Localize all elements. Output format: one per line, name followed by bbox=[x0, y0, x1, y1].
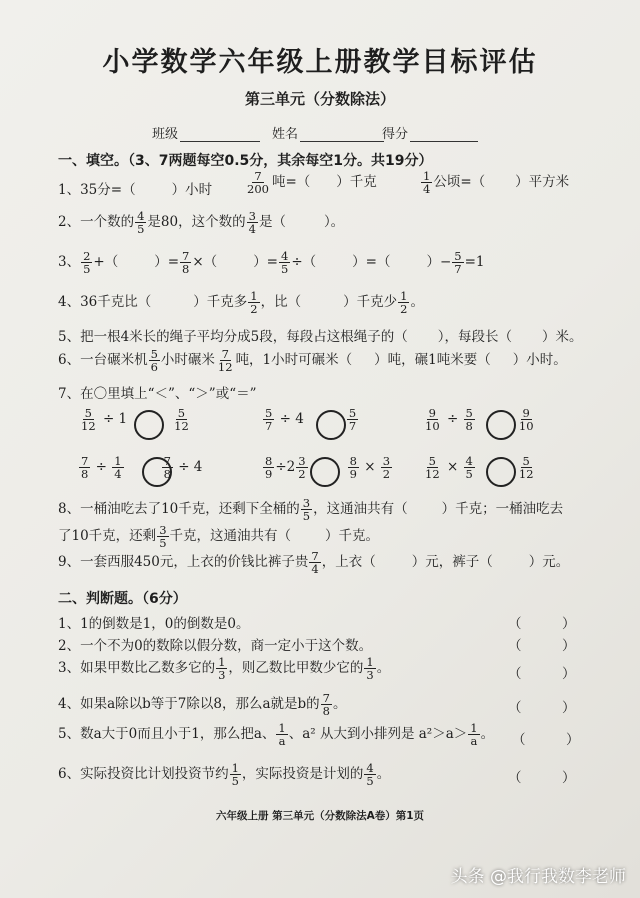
judge-bracket-1[interactable]: （ ） bbox=[508, 616, 576, 632]
fraction: $\frac{1}{5}$ bbox=[231, 761, 239, 789]
q8-line1: 8、一桶油吃去了10千克，还剩下全桶的 $\frac{3}{5}$ ，这通油共有（ ）千克；一桶油吃去 bbox=[58, 496, 564, 524]
fraction: $\frac{7}{200}$ bbox=[247, 169, 269, 197]
fraction: $\frac{1}{4}$ bbox=[423, 169, 431, 197]
q2: 2、一个数的 $\frac{4}{5}$ 是80，这个数的 $\frac{3}{4}$ 是（ ）。 bbox=[58, 209, 345, 237]
fraction: $\frac{3}{2}$ bbox=[382, 454, 391, 482]
fraction: $\frac{1}{a}$ bbox=[278, 721, 286, 749]
compare-circle[interactable] bbox=[134, 410, 164, 440]
watermark: 头条 @我行我数李老师 bbox=[450, 867, 626, 887]
q7-instruction: 7、在〇里填上“＜”、“＞”或“＝” bbox=[58, 386, 257, 402]
judge-bracket-4[interactable]: （ ） bbox=[508, 700, 576, 716]
class-blank bbox=[180, 127, 260, 142]
fraction: $\frac{7}{8}$ bbox=[81, 454, 89, 482]
q1-middle: $\frac{7}{200}$ 吨=（ ）千克 bbox=[247, 169, 377, 197]
q8-line2: 了10千克，还剩 $\frac{3}{5}$ 千克，这通油共有（ ）千克。 bbox=[58, 523, 380, 551]
judge-bracket-5[interactable]: （ ） bbox=[512, 732, 580, 748]
q7-r2c3: $\frac{5}{12}$ × $\frac{4}{5}$ $\frac{5}{12}$ bbox=[425, 454, 534, 482]
q7-r2c1: $\frac{7}{8}$ ÷ $\frac{1}{4}$ $\frac{7}{8}$ ÷ 4 bbox=[81, 454, 203, 482]
compare-circle[interactable] bbox=[486, 457, 516, 487]
q4: 4、36千克比（ ）千克多 $\frac{1}{2}$ ，比（ ）千克少 $\frac{1}{2}$ 。 bbox=[58, 289, 424, 317]
fraction: $\frac{7}{4}$ bbox=[311, 549, 319, 577]
fraction: $\frac{1}{a}$ bbox=[470, 721, 478, 749]
score-label: 得分 bbox=[382, 127, 409, 142]
fraction: $\frac{7}{12}$ bbox=[217, 347, 233, 375]
judge-q6: 6、实际投资比计划投资节约 $\frac{1}{5}$ ，实际投资是计划的 $\frac{4}{5}$ 。 bbox=[58, 761, 391, 789]
fraction: $\frac{4}{5}$ bbox=[366, 761, 374, 789]
fraction: $\frac{3}{5}$ bbox=[159, 523, 167, 551]
class-field bbox=[152, 123, 260, 142]
fraction: $\frac{5}{12}$ bbox=[518, 454, 534, 482]
q7-r1c2: $\frac{5}{7}$ ÷ 4 $\frac{5}{7}$ bbox=[265, 406, 357, 434]
section2-heading: 二、判断题。（6分） bbox=[58, 591, 187, 607]
fraction: $\frac{4}{5}$ bbox=[137, 209, 145, 237]
fraction: $\frac{8}{9}$ bbox=[349, 454, 357, 482]
fraction: $\frac{5}{7}$ bbox=[265, 406, 273, 434]
q3: 3、 $\frac{2}{5}$ +（ ）= $\frac{7}{8}$ ×（ ）= $\frac{4}{5}$ ÷（ ）=（ ）− $\frac{5}{7}$ =1 bbox=[58, 249, 485, 277]
judge-q2: 2、一个不为0的数除以假分数，商一定小于这个数。 bbox=[58, 638, 373, 654]
fraction: $\frac{5}{8}$ bbox=[465, 406, 473, 434]
judge-q4: 4、如果a除以b等于7除以8，那么a就是b的 $\frac{7}{8}$ 。 bbox=[58, 691, 347, 719]
fraction: $\frac{5}{7}$ bbox=[348, 406, 357, 434]
judge-q5: 5、数a大于0而且小于1，那么把a、 $\frac{1}{a}$ 、a² 从大到小排列是 a²＞a＞ $\frac{1}{a}$ 。 bbox=[58, 721, 495, 749]
judge-bracket-2[interactable]: （ ） bbox=[508, 638, 576, 654]
fraction: $\frac{2}{5}$ bbox=[83, 249, 91, 277]
score-blank bbox=[410, 127, 478, 142]
fraction: $\frac{9}{10}$ bbox=[518, 406, 534, 434]
fraction: $\frac{5}{7}$ bbox=[454, 249, 462, 277]
q5: 5、把一根4米长的绳子平均分成5段，每段占这根绳子的（ ），每段长（ ）米。 bbox=[58, 329, 583, 345]
name-field bbox=[272, 123, 384, 142]
q9: 9、一套西服450元，上衣的价钱比裤子贵 $\frac{7}{4}$ ，上衣（ ）元，裤子（ ）元。 bbox=[58, 549, 570, 577]
compare-circle[interactable] bbox=[310, 457, 340, 487]
section1-heading: 一、填空。（3、7两题每空0.5分，其余每空1分。共19分） bbox=[58, 153, 433, 169]
q6: 6、一台碾米机 $\frac{5}{6}$ 小时碾米 $\frac{7}{12}$ 吨，1小时可碾米（ ）吨，碾1吨米要（ ）小时。 bbox=[58, 347, 567, 375]
fraction: $\frac{4}{5}$ bbox=[281, 249, 289, 277]
fraction: $\frac{1}{4}$ bbox=[114, 454, 122, 482]
fraction: $\frac{8}{9}$ bbox=[265, 454, 273, 482]
judge-q1: 1、1的倒数是1，0的倒数是0。 bbox=[58, 616, 250, 632]
fraction: $\frac{7}{8}$ bbox=[182, 249, 190, 277]
score-field bbox=[382, 123, 478, 142]
page-title: 小学数学六年级上册教学目标评估 bbox=[102, 47, 538, 78]
judge-bracket-6[interactable]: （ ） bbox=[508, 770, 576, 786]
fraction: $\frac{3}{5}$ bbox=[302, 496, 311, 524]
compare-circle[interactable] bbox=[486, 410, 516, 440]
name-blank bbox=[300, 127, 384, 142]
judge-bracket-3[interactable]: （ ） bbox=[508, 666, 576, 682]
q1-left: 1、35分=（ ）小时 bbox=[58, 182, 213, 198]
fraction: $\frac{7}{8}$ bbox=[163, 454, 171, 482]
fraction: $\frac{1}{3}$ bbox=[218, 655, 226, 683]
class-label: 班级 bbox=[152, 127, 179, 142]
compare-circle[interactable] bbox=[142, 454, 172, 487]
fraction: $\frac{1}{2}$ bbox=[250, 289, 258, 317]
page-subtitle: 第三单元（分数除法） bbox=[244, 90, 395, 108]
fraction: $\frac{7}{8}$ bbox=[322, 691, 330, 719]
fraction: $\frac{5}{12}$ bbox=[81, 406, 96, 434]
fraction: $\frac{5}{12}$ bbox=[425, 454, 440, 482]
compare-circle[interactable] bbox=[316, 410, 346, 440]
fraction: $\frac{9}{10}$ bbox=[425, 406, 440, 434]
fraction: $\frac{4}{5}$ bbox=[465, 454, 473, 482]
fraction: $\frac{1}{2}$ bbox=[400, 289, 408, 317]
fraction: $\frac{5}{6}$ bbox=[150, 347, 158, 375]
q7-r1c1: $\frac{5}{12}$ ÷ 1 $\frac{5}{12}$ bbox=[81, 406, 189, 434]
fraction: $\frac{3}{4}$ bbox=[248, 209, 256, 237]
q7-r2c2: $\frac{8}{9}$ ÷2 $\frac{3}{2}$ $\frac{8}{9}$ × $\frac{3}{2}$ bbox=[265, 454, 391, 482]
name-label: 姓名 bbox=[272, 127, 299, 142]
judge-q3: 3、如果甲数比乙数多它的 $\frac{1}{3}$ ，则乙数比甲数少它的 $\frac{1}{3}$ 。 bbox=[58, 655, 391, 683]
fraction: $\frac{3}{2}$ bbox=[298, 454, 306, 482]
q7-r1c3: $\frac{9}{10}$ ÷ $\frac{5}{8}$ $\frac{9}{10}$ bbox=[425, 406, 534, 434]
q1-right: $\frac{1}{4}$ 公顷=（ ）平方米 bbox=[423, 169, 570, 197]
page-footer: 六年级上册 第三单元（分数除法A卷）第1页 bbox=[215, 810, 425, 822]
fraction: $\frac{5}{12}$ bbox=[174, 406, 189, 434]
fraction: $\frac{1}{3}$ bbox=[366, 655, 374, 683]
